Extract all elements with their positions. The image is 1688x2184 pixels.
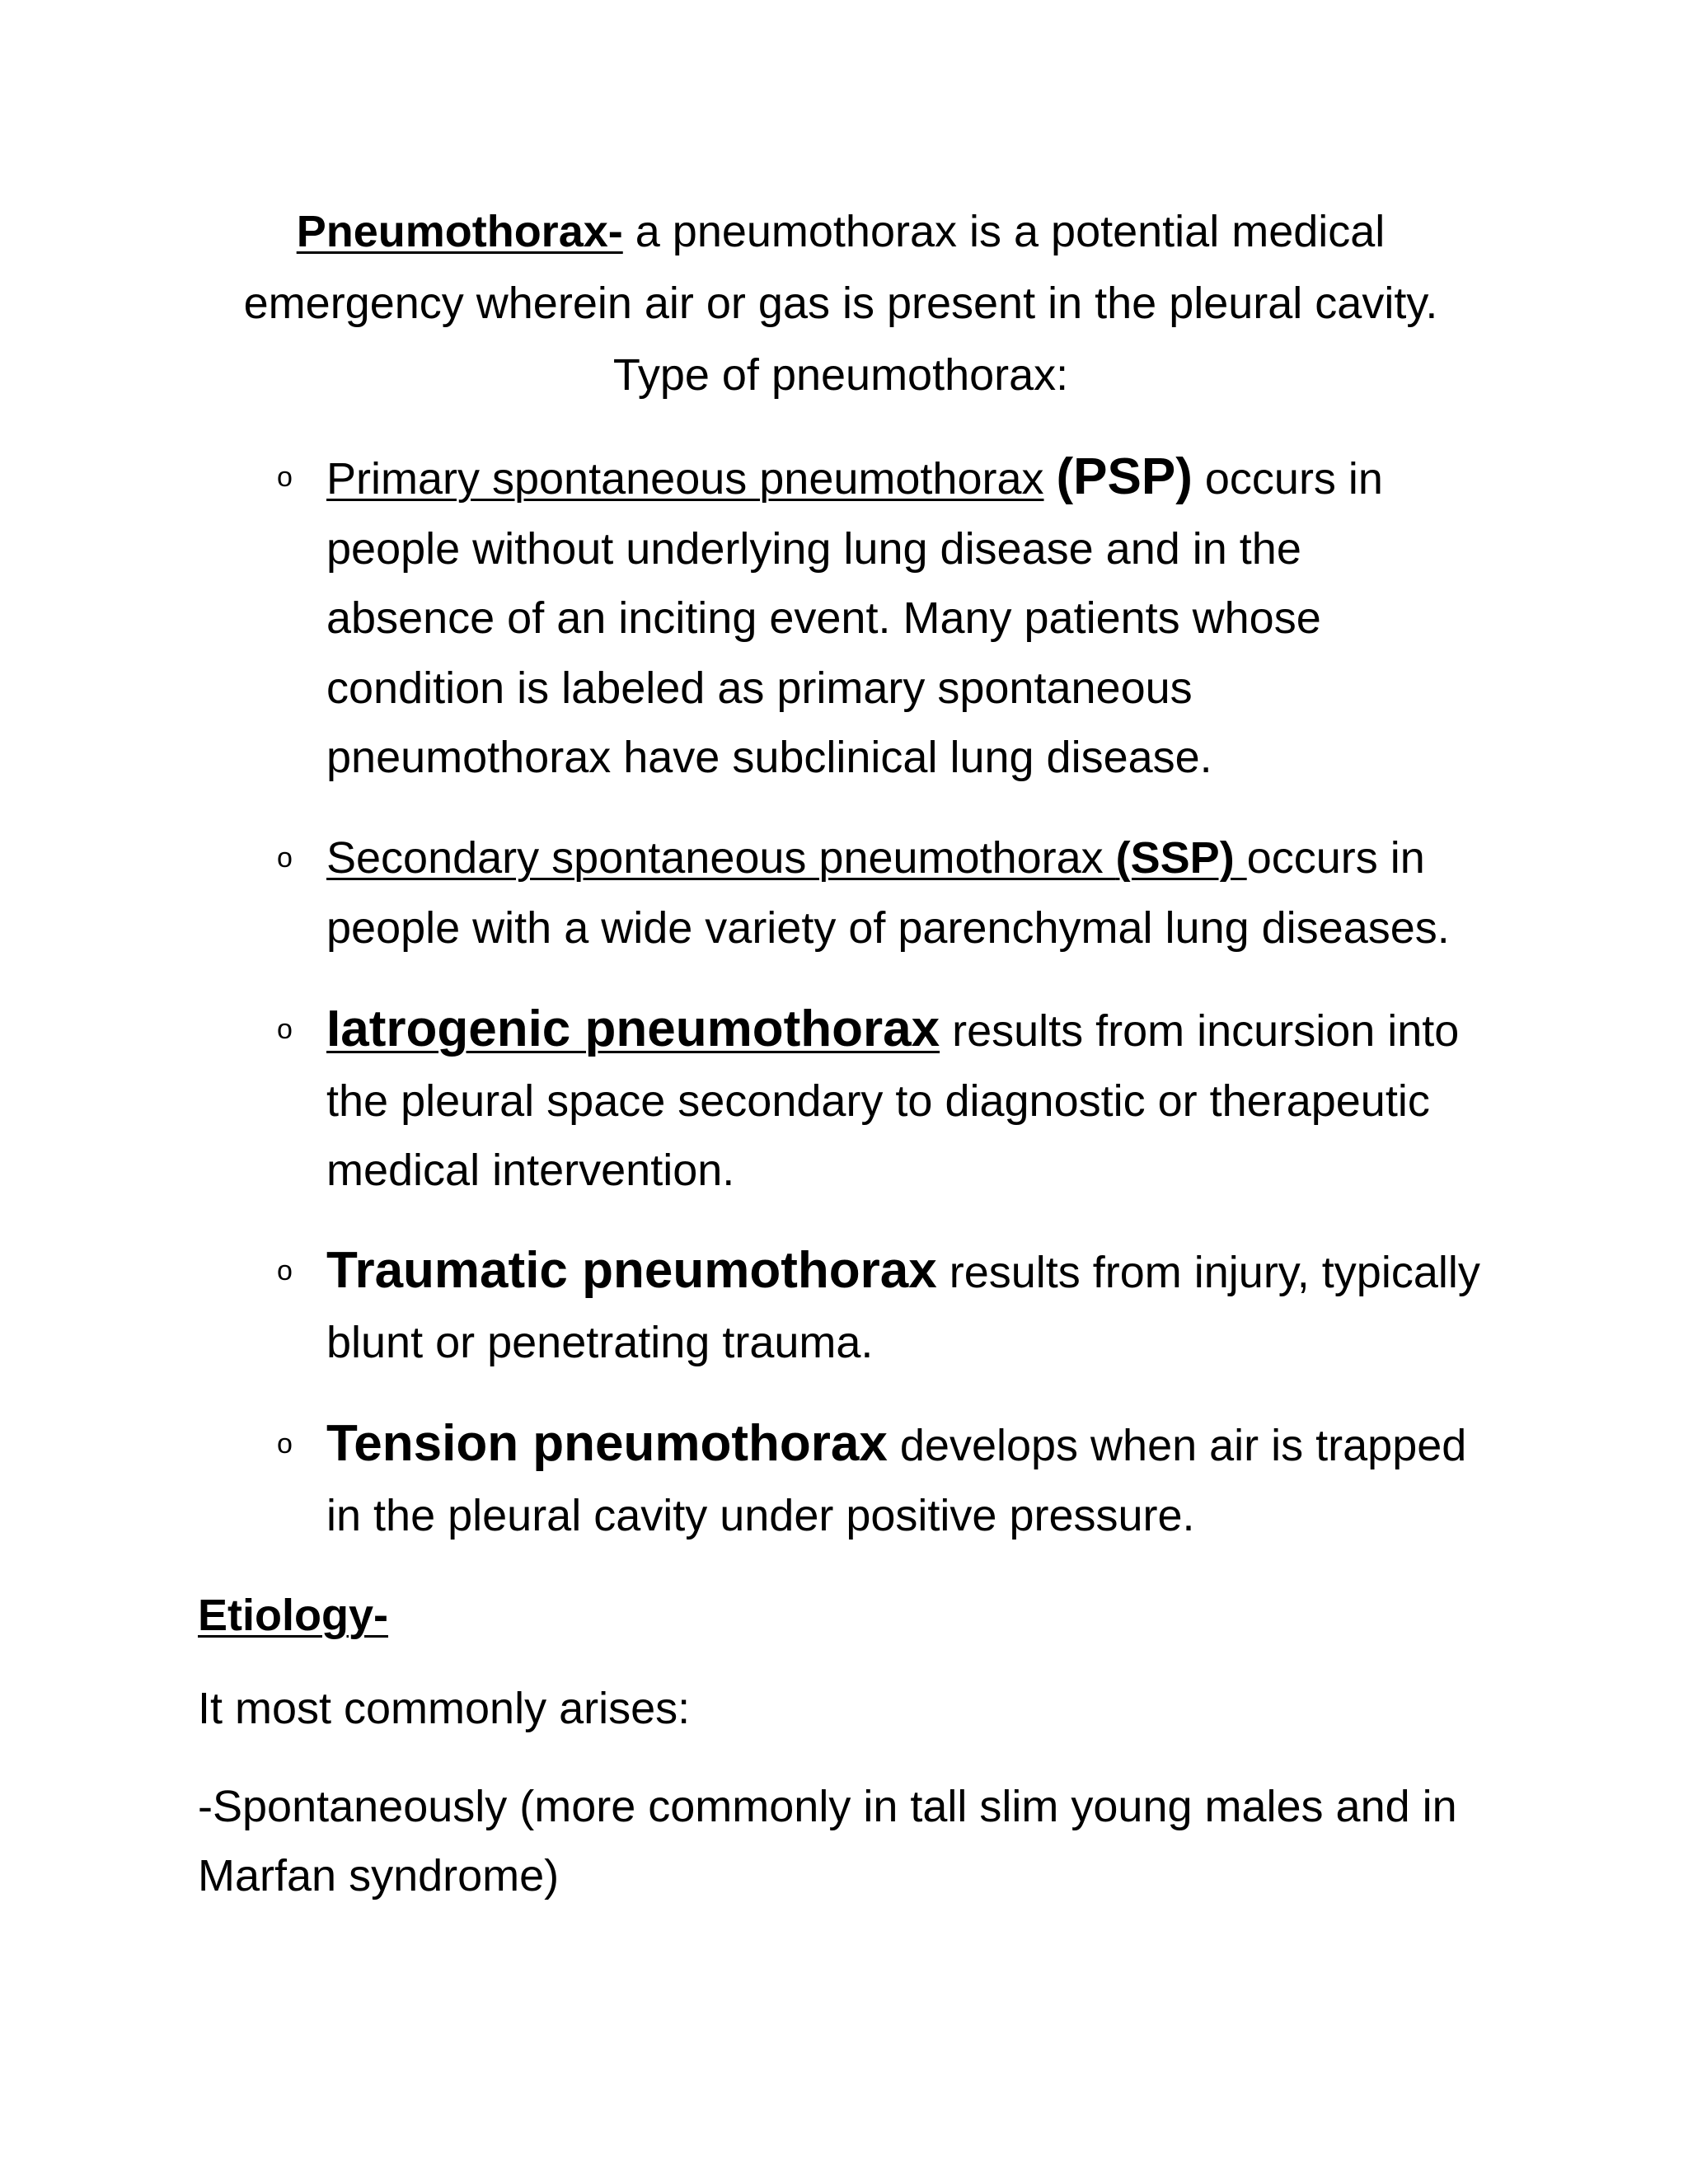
list-item-line: absence of an inciting event. Many patients whose xyxy=(326,593,1321,643)
list-item-line xyxy=(326,823,1497,893)
list-item-line xyxy=(326,995,1497,1066)
line-rest: develops when air is trapped xyxy=(887,1421,1467,1470)
etiology-intro-block xyxy=(198,1674,1517,1743)
etiology-item-line-1: -Spontaneously (more commonly in tall slim young males and in xyxy=(198,1782,1457,1831)
list-item-line: pneumothorax have subclinical lung disease. xyxy=(326,733,1212,782)
list-item-line: medical intervention. xyxy=(326,1146,735,1195)
intro-line-3: Type of pneumothorax: xyxy=(612,350,1069,400)
list-item-line: people with a wide variety of parenchymal lung diseases. xyxy=(326,902,1450,953)
intro-line-1 xyxy=(198,196,1484,268)
list-item-text xyxy=(326,1236,1497,1377)
etiology-intro: It most commonly arises: xyxy=(198,1684,691,1733)
list-item-line: blunt or penetrating trauma. xyxy=(326,1317,874,1367)
bullet-icon: o xyxy=(277,1255,293,1286)
intro-line-1-rest: a pneumothorax is a potential medical xyxy=(622,207,1386,256)
type-name: Traumatic pneumothorax xyxy=(326,1242,937,1299)
line-rest: occurs in xyxy=(1192,454,1383,504)
etiology-item-line-2: Marfan syndrome) xyxy=(198,1851,560,1900)
type-name-underlined xyxy=(326,833,1247,883)
intro-paragraph xyxy=(198,196,1484,411)
bullet-icon: o xyxy=(277,462,293,493)
line-rest: results from injury, typically xyxy=(936,1248,1480,1297)
type-abbr: (PSP) xyxy=(1056,448,1193,505)
type-name: Tension pneumothorax xyxy=(326,1415,888,1472)
list-item-text xyxy=(326,823,1497,963)
list-item-line xyxy=(326,1409,1497,1481)
list-item-line: people without underlying lung disease and in the xyxy=(326,523,1301,574)
intro-term: Pneumothorax- xyxy=(296,207,623,256)
bullet-icon: o xyxy=(277,842,293,874)
etiology-heading-block xyxy=(198,1581,1517,1650)
list-item-text xyxy=(326,1409,1497,1550)
etiology-heading: Etiology- xyxy=(198,1591,388,1640)
intro-line-2: emergency wherein air or gas is present in the pleural cavity. xyxy=(243,279,1438,328)
etiology-item xyxy=(198,1772,1517,1910)
list-item-text xyxy=(326,443,1497,793)
list-item-line: the pleural space secondary to diagnostic or therapeutic xyxy=(326,1076,1430,1126)
type-name: Secondary spontaneous pneumothorax xyxy=(326,833,1116,883)
list-item-line: in the pleural cavity under positive pressure. xyxy=(326,1490,1195,1540)
type-name: Primary spontaneous pneumothorax xyxy=(326,454,1044,504)
bullet-icon: o xyxy=(277,1428,293,1460)
list-item-line xyxy=(326,1236,1497,1308)
bullet-icon: o xyxy=(277,1014,293,1045)
line-rest: results from incursion into xyxy=(940,1006,1460,1056)
list-item-line xyxy=(326,443,1497,514)
list-item-text xyxy=(326,995,1497,1206)
type-abbr: (SSP) xyxy=(1115,833,1247,883)
type-name: Iatrogenic pneumothorax xyxy=(326,1001,940,1057)
list-item-line: condition is labeled as primary spontaneous xyxy=(326,663,1193,713)
line-rest: occurs in xyxy=(1246,833,1425,883)
